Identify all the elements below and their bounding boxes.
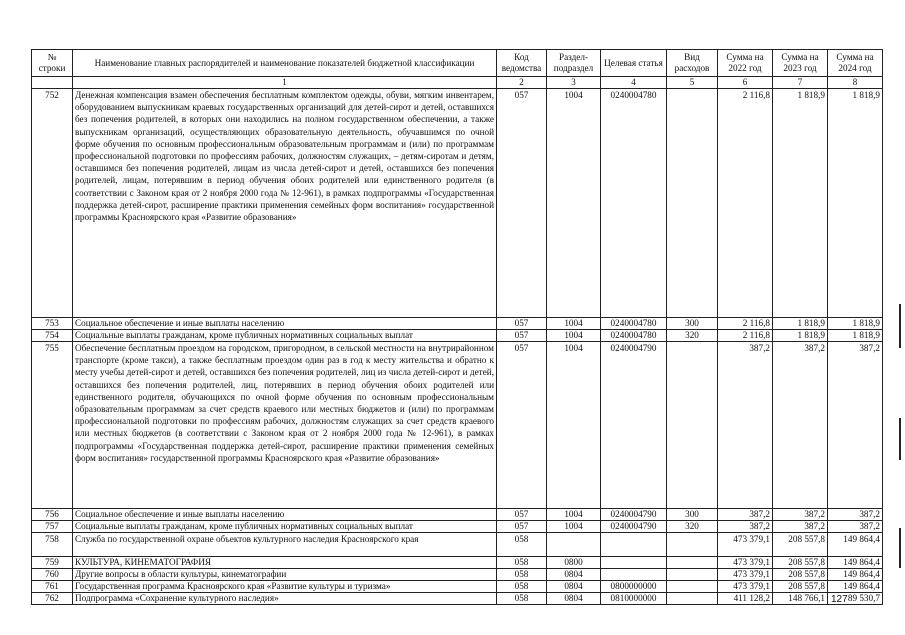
header-row-no: № строки xyxy=(32,50,73,77)
row-dept-code: 057 xyxy=(497,521,547,533)
row-target: 0240004780 xyxy=(601,318,667,330)
row-sum-2023: 387,2 xyxy=(773,509,828,521)
header-target: Целевая статья xyxy=(601,50,667,77)
row-name: Обеспечение бесплатным проездом на городском, пригородном, в сельской местности на внутрирайонном транспорте (кроме такси), а также бесплатным проездом один раз в год к месту жительства и обратно к месту учебы детей-сирот и детей, оставшихся без попечения родителей, лиц из числа детей-сирот и детей, оставшихся без попечения родителей, лиц, потерявших в период обучения обоих родителей или единственного родителя, обучающихся по очной форме обучения по основным профессиональным образовательным программам за счет средств краевого или местных бюджетов и (или) по программам профессиональной подготовки по профессиям рабочих, должностям служащих за счет средств краевого или местных бюджетов (в соответствии с Законом края от 2 ноября 2000 года № 12-961), в рамках подпрограммы «Государственная поддержка детей-сирот, расширение практики применения семейных форм воспитания» государственной программы Красноярского края «Развитие образования» xyxy=(73,342,497,509)
row-section: 0800 xyxy=(547,557,601,569)
row-number: 756 xyxy=(32,509,73,521)
row-section: 1004 xyxy=(547,330,601,342)
row-sum-2024: 149 864,4 xyxy=(828,581,883,593)
table-row xyxy=(32,318,883,330)
column-number: 1 xyxy=(73,77,497,89)
row-number: 757 xyxy=(32,521,73,533)
row-section: 0804 xyxy=(547,593,601,605)
row-section: 1004 xyxy=(547,509,601,521)
header-sum-2022: Сумма на 2022 год xyxy=(718,50,773,77)
row-number: 753 xyxy=(32,318,73,330)
scan-edge-mark xyxy=(899,528,901,568)
row-name: Социальные выплаты гражданам, кроме публичных нормативных социальных выплат xyxy=(73,521,497,533)
row-sum-2022: 2 116,8 xyxy=(718,330,773,342)
row-sum-2022: 387,2 xyxy=(718,521,773,533)
scan-edge-mark xyxy=(899,418,901,460)
row-sum-2023: 208 557,8 xyxy=(773,557,828,569)
row-section: 1004 xyxy=(547,342,601,509)
row-sum-2023: 1 818,9 xyxy=(773,318,828,330)
row-target xyxy=(601,569,667,581)
table-row xyxy=(32,533,883,557)
row-sum-2023: 1 818,9 xyxy=(773,330,828,342)
row-expense-type xyxy=(667,593,718,605)
row-dept-code: 058 xyxy=(497,533,547,557)
row-dept-code: 057 xyxy=(497,330,547,342)
row-section: 1004 xyxy=(547,318,601,330)
row-dept-code: 058 xyxy=(497,569,547,581)
row-sum-2022: 473 379,1 xyxy=(718,533,773,557)
row-sum-2024: 1 818,9 xyxy=(828,318,883,330)
row-section: 1004 xyxy=(547,89,601,318)
row-dept-code: 057 xyxy=(497,89,547,318)
row-sum-2024: 387,2 xyxy=(828,509,883,521)
row-expense-type xyxy=(667,557,718,569)
table-row xyxy=(32,342,883,509)
row-expense-type: 300 xyxy=(667,318,718,330)
table-row xyxy=(32,509,883,521)
row-sum-2024: 387,2 xyxy=(828,521,883,533)
row-sum-2022: 2 116,8 xyxy=(718,318,773,330)
header-expense-type: Вид расходов xyxy=(667,50,718,77)
row-target: 0240004780 xyxy=(601,330,667,342)
row-number: 755 xyxy=(32,342,73,509)
column-number: 4 xyxy=(601,77,667,89)
row-target: 0240004790 xyxy=(601,342,667,509)
column-number-row xyxy=(32,77,883,89)
row-sum-2024: 89 530,7 xyxy=(828,593,883,605)
column-number: 7 xyxy=(773,77,828,89)
row-expense-type xyxy=(667,342,718,509)
row-name: Социальное обеспечение и иные выплаты населению xyxy=(73,509,497,521)
column-number: 8 xyxy=(828,77,883,89)
row-number: 761 xyxy=(32,581,73,593)
row-target: 0810000000 xyxy=(601,593,667,605)
row-name: Социальное обеспечение и иные выплаты населению xyxy=(73,318,497,330)
column-number xyxy=(32,77,73,89)
row-sum-2023: 387,2 xyxy=(773,342,828,509)
row-section: 0804 xyxy=(547,581,601,593)
row-dept-code: 057 xyxy=(497,318,547,330)
row-expense-type xyxy=(667,569,718,581)
row-sum-2022: 387,2 xyxy=(718,342,773,509)
row-sum-2023: 208 557,8 xyxy=(773,569,828,581)
row-target: 0240004790 xyxy=(601,509,667,521)
row-name: Государственная программа Красноярского края «Развитие культуры и туризма» xyxy=(73,581,497,593)
row-sum-2024: 1 818,9 xyxy=(828,89,883,318)
row-sum-2022: 473 379,1 xyxy=(718,557,773,569)
row-sum-2023: 387,2 xyxy=(773,521,828,533)
header-row xyxy=(32,50,883,77)
header-section: Раздел- подраздел xyxy=(547,50,601,77)
row-number: 762 xyxy=(32,593,73,605)
row-target: 0800000000 xyxy=(601,581,667,593)
row-expense-type: 320 xyxy=(667,330,718,342)
table-row xyxy=(32,581,883,593)
row-section xyxy=(547,533,601,557)
header-sum-2023: Сумма на 2023 год xyxy=(773,50,828,77)
row-number: 752 xyxy=(32,89,73,318)
row-sum-2023: 208 557,8 xyxy=(773,533,828,557)
table-row xyxy=(32,557,883,569)
row-name: Служба по государственной охране объектов культурного наследия Красноярского края xyxy=(73,533,497,557)
row-sum-2024: 149 864,4 xyxy=(828,557,883,569)
row-target: 0240004790 xyxy=(601,521,667,533)
row-section: 0804 xyxy=(547,569,601,581)
row-expense-type xyxy=(667,533,718,557)
row-dept-code: 057 xyxy=(497,342,547,509)
row-sum-2024: 149 864,4 xyxy=(828,533,883,557)
row-sum-2022: 2 116,8 xyxy=(718,89,773,318)
scan-edge-mark xyxy=(899,304,901,348)
column-number: 5 xyxy=(667,77,718,89)
row-number: 758 xyxy=(32,533,73,557)
row-expense-type xyxy=(667,89,718,318)
table-row xyxy=(32,89,883,318)
header-name: Наименование главных распорядителей и наименование показателей бюджетной классификации xyxy=(73,50,497,77)
page-number: 127 xyxy=(831,594,848,605)
row-name: Другие вопросы в области культуры, кинематографии xyxy=(73,569,497,581)
row-sum-2022: 411 128,2 xyxy=(718,593,773,605)
row-name: КУЛЬТУРА, КИНЕМАТОГРАФИЯ xyxy=(73,557,497,569)
budget-table xyxy=(31,49,883,605)
row-sum-2023: 148 766,1 xyxy=(773,593,828,605)
row-sum-2022: 473 379,1 xyxy=(718,581,773,593)
row-target: 0240004780 xyxy=(601,89,667,318)
row-expense-type xyxy=(667,581,718,593)
row-name: Подпрограмма «Сохранение культурного наследия» xyxy=(73,593,497,605)
row-expense-type: 320 xyxy=(667,521,718,533)
column-number: 3 xyxy=(547,77,601,89)
table-row xyxy=(32,521,883,533)
column-number: 6 xyxy=(718,77,773,89)
row-sum-2024: 387,2 xyxy=(828,342,883,509)
column-number: 2 xyxy=(497,77,547,89)
row-sum-2023: 208 557,8 xyxy=(773,581,828,593)
row-target xyxy=(601,557,667,569)
row-sum-2022: 473 379,1 xyxy=(718,569,773,581)
header-sum-2024: Сумма на 2024 год xyxy=(828,50,883,77)
row-dept-code: 057 xyxy=(497,509,547,521)
header-dept-code: Код ведомства xyxy=(497,50,547,77)
row-sum-2023: 1 818,9 xyxy=(773,89,828,318)
row-section: 1004 xyxy=(547,521,601,533)
row-number: 759 xyxy=(32,557,73,569)
row-target xyxy=(601,533,667,557)
row-number: 754 xyxy=(32,330,73,342)
row-sum-2024: 149 864,4 xyxy=(828,569,883,581)
table-row xyxy=(32,593,883,605)
row-number: 760 xyxy=(32,569,73,581)
row-name: Денежная компенсация взамен обеспечения бесплатным комплектом одежды, обуви, мягким инвентарем, оборудованием выпускникам краевых государственных организаций для детей-сирот и детей, оставшихся без попечения родителей, в которых они находились на полном государственном обеспечении, а также выпускникам организаций, осуществляющих образовательную деятельность, обучавшимся по очной форме обучения по основным профессиональным образовательным программам и (или) по программам профессиональной подготовки по профессиям рабочих, должностям служащих, – детям-сиротам и детям, оставшимся без попечения родителей, лицам из числа детей-сирот и детей, оставшихся без попечения родителей, лицам, потерявшим в период обучения обоих родителей или единственного родителя (в соответствии с Законом края от 2 ноября 2000 года № 12-961), в рамках подпрограммы «Государственная поддержка детей-сирот, расширение практики применения семейных форм воспитания» государственной программы Красноярского края «Развитие образования» xyxy=(73,89,497,318)
row-dept-code: 058 xyxy=(497,593,547,605)
row-dept-code: 058 xyxy=(497,581,547,593)
row-sum-2022: 387,2 xyxy=(718,509,773,521)
row-expense-type: 300 xyxy=(667,509,718,521)
table-row xyxy=(32,330,883,342)
row-sum-2024: 1 818,9 xyxy=(828,330,883,342)
row-dept-code: 058 xyxy=(497,557,547,569)
table-row xyxy=(32,569,883,581)
row-name: Социальные выплаты гражданам, кроме публичных нормативных социальных выплат xyxy=(73,330,497,342)
